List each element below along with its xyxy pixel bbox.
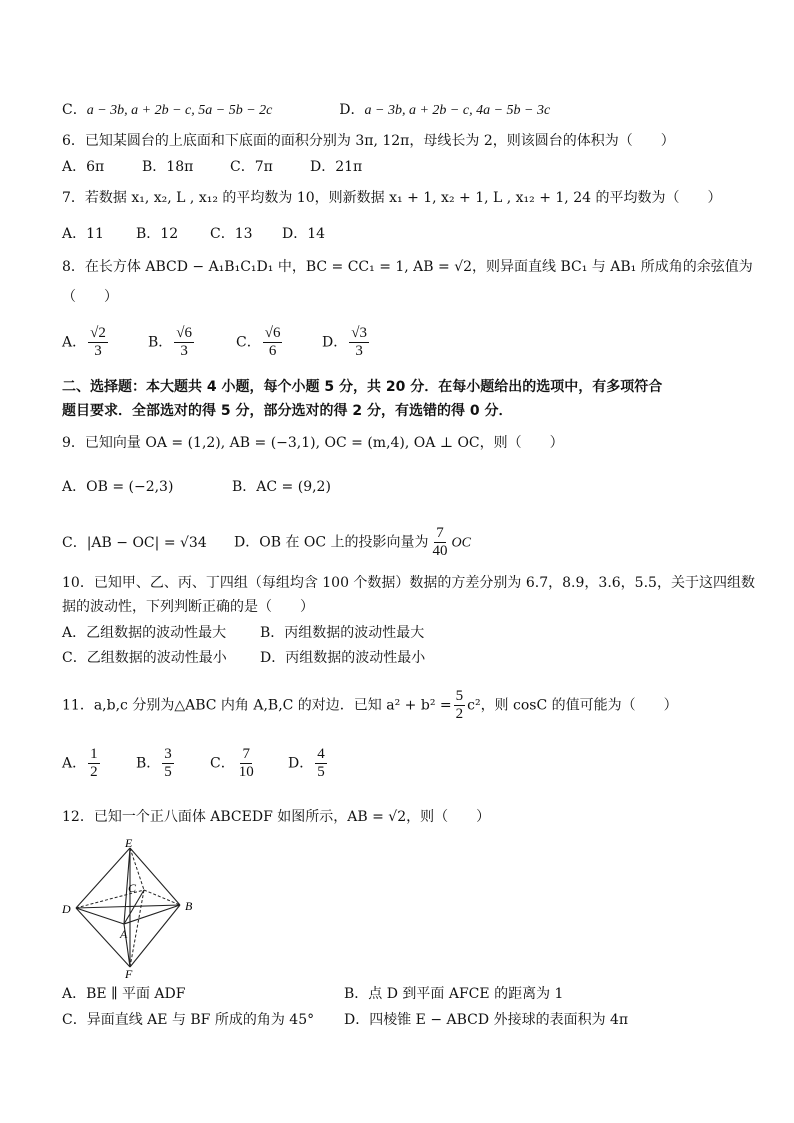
q8-option-c-den: 6 [268, 343, 277, 359]
q7-options [62, 225, 325, 243]
q5-options-cd [62, 101, 550, 120]
q9-option-d-den: 40 [432, 543, 448, 559]
q11-option-b-num: 3 [164, 746, 172, 762]
label-d: D [62, 902, 71, 916]
q6-stem: 6．已知某圆台的上底面和下底面的面积分别为 3π, 12π，母线长为 2，则该圆台的体积为（ ） [62, 133, 675, 149]
q8-options [62, 325, 371, 360]
edge-db [76, 905, 180, 908]
edge-ab [124, 905, 180, 924]
q5-option-d-label: D． [339, 102, 365, 118]
q11-options [62, 746, 329, 781]
q11-option-b [136, 746, 210, 781]
q11-stem [62, 688, 678, 723]
q11-option-d-den: 5 [317, 764, 325, 780]
q6-option-c: C．7π [230, 159, 273, 175]
q6-options [62, 158, 362, 176]
q9-option-b: B．AC = (9,2) [232, 479, 331, 495]
q9-option-c: C．|AB − OC| = √34 [62, 534, 207, 551]
q8-option-d [322, 325, 371, 360]
q11-option-c [210, 746, 288, 781]
q11-stem-pre: 11．a,b,c 分别为△ABC 内角 A,B,C 的对边．已知 a² + b² = [62, 697, 452, 714]
q7-stem: 7．若数据 x₁, x₂, L , x₁₂ 的平均数为 10，则新数据 x₁ + 1, x₂ + 1, L , x₁₂ + 1, 24 的平均数为（ ） [62, 190, 722, 206]
q9-option-d-pre: D．OB 在 OC 上的投影向量为 [234, 534, 429, 551]
q7-option-c: C．13 [210, 226, 253, 242]
q9-option-d-num: 7 [436, 525, 444, 541]
q8-option-a [62, 325, 148, 360]
q7-option-a: A．11 [62, 226, 104, 242]
hidden-edge-cb [144, 890, 180, 905]
q10-option-d: D．丙组数据的波动性最小 [260, 650, 426, 666]
section2-line2: 题目要求．全部选对的得 5 分，部分选对的得 2 分，有选错的得 0 分． [62, 403, 513, 419]
q11-option-a-den: 2 [90, 764, 98, 780]
q8-option-a-label: A． [62, 334, 87, 351]
q6-option-b: B．18π [142, 159, 194, 175]
q10-options-ab [62, 624, 424, 642]
q8-stem-line2: （ ） [62, 289, 118, 305]
q8-option-a-den: 3 [94, 343, 102, 359]
q10-stem-line2: 据的波动性，下列判断正确的是（ ） [62, 599, 314, 615]
q11-option-d-label: D． [288, 755, 314, 772]
q11-option-c-label: C． [210, 755, 235, 772]
q9-option-a: A．OB = (−2,3) [62, 479, 174, 495]
q12-stem: 12．已知一个正八面体 ABCEDF 如图所示，AB = √2，则（ ） [62, 809, 491, 825]
q8-option-b [148, 325, 236, 360]
edge-ed [76, 848, 130, 908]
q5-option-c-label: C． [62, 102, 87, 118]
q8-option-c-label: C． [236, 334, 261, 351]
q10-option-b: B．丙组数据的波动性最大 [260, 625, 425, 641]
q8-option-b-den: 3 [180, 343, 188, 359]
q8-stem-line1: 8．在长方体 ABCD − A₁B₁C₁D₁ 中，BC = CC₁ = 1, AB = √2，则异面直线 BC₁ 与 AB₁ 所成角的余弦值为 [62, 259, 753, 275]
q11-option-d [288, 746, 329, 781]
q11-option-c-den: 10 [238, 764, 254, 780]
q6-option-a: A．6π [62, 159, 105, 175]
q9-options-ab [62, 478, 331, 496]
q12-option-c: C．异面直线 AE 与 BF 所成的角为 45° [62, 1012, 315, 1028]
q9-stem: 9．已知向量 OA = (1,2), AB = (−3,1), OC = (m,4), OA ⊥ OC，则（ ） [62, 435, 564, 451]
q7-option-d: D．14 [282, 226, 326, 242]
edge-eb [130, 848, 180, 905]
q11-option-d-num: 4 [317, 746, 325, 762]
q5-option-d-text: a − 3b, a + 2b − c, 4a − 5b − 3c [364, 103, 551, 118]
q8-option-d-num: √3 [351, 325, 367, 341]
label-b: B [185, 899, 193, 913]
label-a: A [120, 927, 128, 941]
q6-option-d: D．21π [310, 159, 363, 175]
q8-option-b-label: B． [148, 334, 173, 351]
q10-stem-line1: 10．已知甲、乙、丙、丁四组（每组均含 100 个数据）数据的方差分别为 6.7，8.9，3.6，5.5，关于这四组数 [62, 575, 755, 591]
q8-option-c [236, 325, 322, 360]
q8-option-d-den: 3 [355, 343, 363, 359]
q11-stem-frac-den: 2 [455, 706, 464, 722]
q5-option-c-text: a − 3b, a + 2b − c, 5a − 5b − 2c [86, 103, 273, 118]
q8-option-a-num: √2 [90, 325, 106, 341]
q12-option-a: A．BE ∥ 平面 ADF [62, 986, 186, 1002]
edge-fb [130, 905, 180, 967]
octahedron-figure [58, 838, 208, 978]
q11-option-b-label: B． [136, 755, 161, 772]
q8-option-c-num: √6 [264, 325, 281, 341]
q11-stem-frac-num: 5 [455, 688, 464, 704]
q12-option-b: B．点 D 到平面 AFCE 的距离为 1 [344, 986, 564, 1002]
q10-option-a: A．乙组数据的波动性最大 [62, 625, 227, 641]
q11-option-a-label: A． [62, 755, 87, 772]
label-e: E [125, 838, 133, 850]
q12-options-cd [62, 1011, 628, 1029]
q11-stem-post: c²，则 cosC 的值可能为（ ） [467, 697, 678, 714]
q8-option-d-label: D． [322, 334, 348, 351]
section2-line1: 二、选择题：本大题共 4 小题，每个小题 5 分，共 20 分．在每小题给出的选项中，有多项符合 [62, 379, 663, 395]
label-f: F [125, 967, 133, 978]
q11-option-a [62, 746, 136, 781]
q10-options-cd [62, 649, 425, 667]
q11-option-a-num: 1 [90, 746, 98, 762]
q11-option-b-den: 5 [164, 764, 172, 780]
q12-options-ab [62, 985, 563, 1003]
q9-option-d-post: OC [451, 535, 471, 551]
q12-option-d: D．四棱锥 E − ABCD 外接球的表面积为 4π [344, 1012, 629, 1028]
q10-option-c: C．乙组数据的波动性最小 [62, 650, 227, 666]
q11-option-c-num: 7 [242, 746, 250, 762]
q8-option-b-num: √6 [176, 325, 193, 341]
label-c: C [128, 881, 137, 895]
q7-option-b: B．12 [136, 226, 179, 242]
q9-options-cd [62, 525, 471, 560]
